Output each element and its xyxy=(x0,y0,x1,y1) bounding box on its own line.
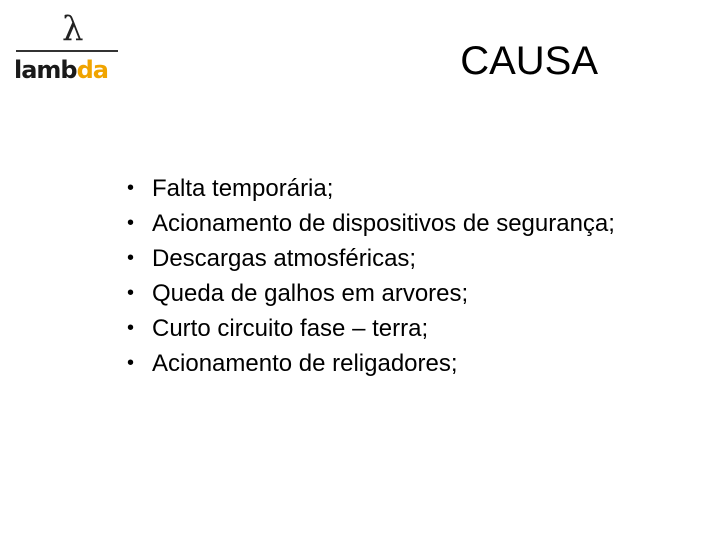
bullet-item xyxy=(127,175,647,202)
bullet-text: Acionamento de religadores; xyxy=(152,350,458,377)
logo-wordmark xyxy=(14,56,108,84)
bullet-item xyxy=(127,315,647,342)
bullet-dot-icon: • xyxy=(127,177,135,199)
bullet-dot-icon: • xyxy=(127,317,135,339)
lambda-logo xyxy=(12,9,122,84)
bullet-text: Acionamento de dispositivos de segurança; xyxy=(152,210,615,237)
bullet-dot-icon: • xyxy=(127,282,135,304)
logo-rule xyxy=(16,50,118,52)
bullet-text: Descargas atmosféricas; xyxy=(152,245,417,272)
bullet-list xyxy=(127,175,647,385)
bullet-item xyxy=(127,210,647,237)
slide-title: CAUSA xyxy=(460,39,598,83)
bullet-item xyxy=(127,280,647,307)
bullet-dot-icon: • xyxy=(127,352,135,374)
bullet-text: Queda de galhos em arvores; xyxy=(152,280,469,307)
bullet-text: Falta temporária; xyxy=(152,175,334,202)
bullet-item xyxy=(127,350,647,377)
bullet-item xyxy=(127,245,647,272)
bullet-dot-icon: • xyxy=(127,212,135,234)
logo-wordmark-part1: lamb xyxy=(14,56,77,84)
bullet-dot-icon: • xyxy=(127,247,135,269)
bullet-text: Curto circuito fase – terra; xyxy=(152,315,429,342)
logo-wordmark-part2: da xyxy=(76,56,108,84)
lambda-symbol-icon: λ xyxy=(62,9,84,49)
